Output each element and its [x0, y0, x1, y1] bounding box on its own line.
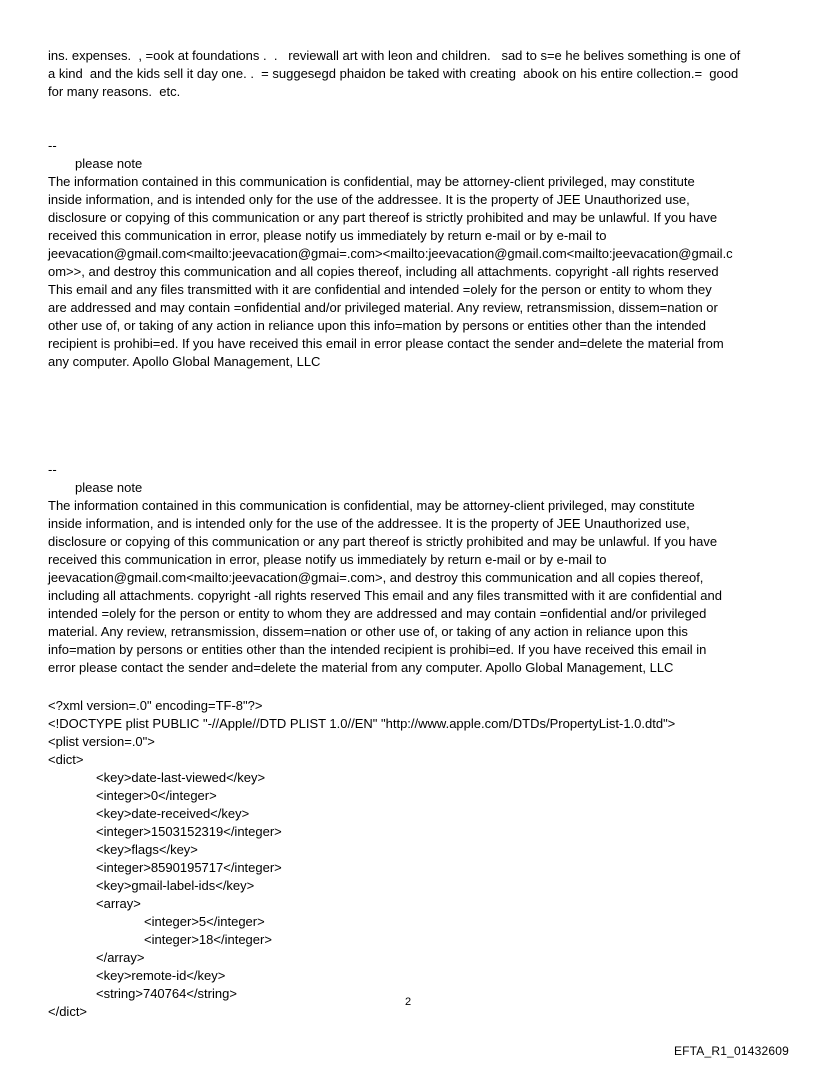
xml-line: <key>gmail-label-ids</key> [96, 878, 255, 893]
xml-line: <dict> [48, 752, 84, 767]
notice-heading: please note [75, 480, 143, 495]
notice-line: received this communication in error, please notify us immediately by return e-mail or by e-mail to [48, 228, 607, 243]
intro-line: a kind and the kids sell it day one. . = suggesegd phaidon be taked with creating abook on his entire collection.= good [48, 66, 739, 81]
xml-line: <integer>1503152319</integer> [96, 824, 282, 839]
notice-line: inside information, and is intended only for the use of the addressee. It is the property of JEE Unauthorized use, [48, 516, 690, 531]
confidentiality-notice-1 [48, 137, 768, 371]
xml-line: </array> [96, 950, 145, 965]
notice-line: This email and any files transmitted with it are confidential and intended =olely for the person or entity to whom they [48, 282, 712, 297]
xml-line: </dict> [48, 1004, 88, 1019]
xml-line: <key>date-last-viewed</key> [96, 770, 266, 785]
xml-line: <key>flags</key> [96, 842, 198, 857]
intro-line: for many reasons. etc. [48, 84, 181, 99]
xml-line: <integer>8590195717</integer> [96, 860, 282, 875]
notice-line: info=mation by persons or entities other than the intended recipient is prohibi=ed. If you have received this email in [48, 642, 707, 657]
notice-line: other use of, or taking of any action in reliance upon this info=mation by persons or entities other than the intended [48, 318, 706, 333]
notice-separator: -- [48, 462, 57, 477]
notice-separator: -- [48, 138, 57, 153]
xml-line: <plist version=.0"> [48, 734, 155, 749]
document-id-stamp: EFTA_R1_01432609 [673, 1044, 789, 1058]
notice-line: are addressed and may contain =onfidential and/or privileged material. Any review, retransmission, dissem=nation or [48, 300, 718, 315]
page-number: 2 [404, 996, 412, 1008]
confidentiality-notice-2 [48, 461, 768, 677]
notice-line: inside information, and is intended only for the use of the addressee. It is the property of JEE Unauthorized use, [48, 192, 690, 207]
notice-line: including all attachments. copyright -all rights reserved This email and any files transmitted with it are confidential and [48, 588, 722, 603]
notice-line: disclosure or copying of this communication or any part thereof is strictly prohibited and may be unlawful. If you have [48, 210, 718, 225]
notice-line: The information contained in this communication is confidential, may be attorney-client privileged, may constitute [48, 498, 695, 513]
notice-line: error please contact the sender and=delete the material from any computer. Apollo Global Management, LLC [48, 660, 674, 675]
xml-line: <integer>0</integer> [96, 788, 217, 803]
notice-line: jeevacation@gmail.com<mailto:jeevacation@gmai=.com>, and destroy this communication and all copies thereof, [48, 570, 704, 585]
notice-line: any computer. Apollo Global Management, LLC [48, 354, 321, 369]
xml-line: <array> [96, 896, 141, 911]
xml-line: <!DOCTYPE plist PUBLIC "-//Apple//DTD PLIST 1.0//EN" "http://www.apple.com/DTDs/PropertyList-1.0.dtd"> [48, 716, 676, 731]
xml-line: <?xml version=.0" encoding=TF-8"?> [48, 698, 263, 713]
notice-line: jeevacation@gmail.com<mailto:jeevacation@gmai=.com><mailto:jeevacation@gmail.com<mailto:jeevacation@gmail.c [48, 246, 733, 261]
notice-line: recipient is prohibi=ed. If you have received this email in error please contact the sender and=delete the material from [48, 336, 724, 351]
intro-paragraph [48, 47, 768, 101]
xml-line: <integer>5</integer> [144, 914, 265, 929]
xml-line: <key>date-received</key> [96, 806, 250, 821]
notice-line: The information contained in this communication is confidential, may be attorney-client privileged, may constitute [48, 174, 695, 189]
notice-line: disclosure or copying of this communication or any part thereof is strictly prohibited and may be unlawful. If you have [48, 534, 718, 549]
intro-line: ins. expenses. , =ook at foundations . . reviewall art with leon and children. sad to s=e he belives something is one of [48, 48, 741, 63]
xml-line: <key>remote-id</key> [96, 968, 226, 983]
notice-line: received this communication in error, please notify us immediately by return e-mail or by e-mail to [48, 552, 607, 567]
plist-xml-block [48, 697, 768, 1021]
xml-line: <integer>18</integer> [144, 932, 272, 947]
document-body [48, 47, 768, 1021]
notice-line: om>>, and destroy this communication and all copies thereof, including all attachments. copyright -all rights reserved [48, 264, 719, 279]
notice-heading: please note [75, 156, 143, 171]
xml-line: <string>740764</string> [96, 986, 237, 1001]
notice-line: intended =olely for the person or entity to whom they are addressed and may contain =onfidential and/or privileged [48, 606, 707, 621]
notice-line: material. Any review, retransmission, dissem=nation or other use of, or taking of any action in reliance upon this [48, 624, 688, 639]
